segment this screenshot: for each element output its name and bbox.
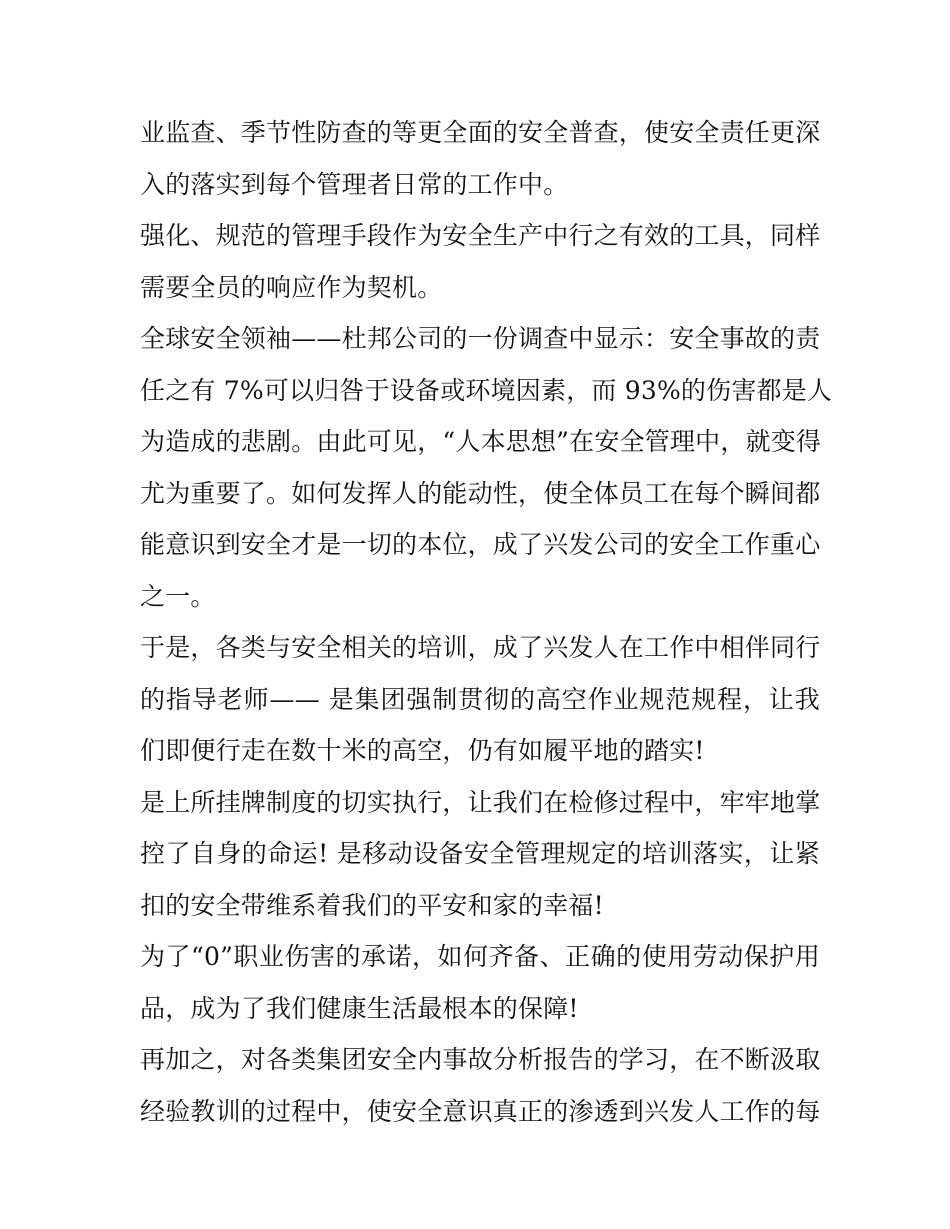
text-line: 为造成的悲剧。由此可见，“人本思想”在安全管理中，就变得 xyxy=(140,427,822,456)
text-line: 业监查、季节性防查的等更全面的安全普查，使安全责任更深 xyxy=(140,118,821,147)
text-line: 扣的安全带维系着我们的平安和家的幸福! xyxy=(140,890,604,920)
body-text xyxy=(140,107,833,1137)
text-line: 入的落实到每个管理者日常的工作中。 xyxy=(140,169,569,199)
text-line: 任之有 7%可以归咎于设备或环境因素，而 93%的伤害都是人 xyxy=(140,375,833,405)
text-line: 需要全员的响应作为契机。 xyxy=(140,272,443,302)
text-line: 能意识到安全才是一切的本位，成了兴发公司的安全工作重心 xyxy=(140,530,821,559)
text-line: 为了“0”职业伤害的承诺，如何齐备、正确的使用劳动保护用 xyxy=(140,942,820,971)
text-line: 经验教训的过程中，使安全意识真正的渗透到兴发人工作的每 xyxy=(140,1096,821,1126)
text-line: 于是，各类与安全相关的培训，成了兴发人在工作中相伴同行 xyxy=(140,633,821,662)
text-line: 是上所挂牌制度的切实执行，让我们在检修过程中，牢牢地掌 xyxy=(140,787,821,817)
text-line: 全球安全领袖——杜邦公司的一份调查中显示：安全事故的责 xyxy=(140,324,821,353)
text-line: 控了自身的命运! 是移动设备安全管理规定的培训落实，让紧 xyxy=(140,839,820,868)
text-line: 们即便行走在数十米的高空，仍有如履平地的踏实! xyxy=(140,736,705,765)
text-line: 强化、规范的管理手段作为安全生产中行之有效的工具，同样 xyxy=(140,221,821,250)
text-line: 再加之，对各类集团安全内事故分析报告的学习，在不断汲取 xyxy=(140,1045,821,1074)
text-line: 之一。 xyxy=(140,581,216,611)
text-line: 品，成为了我们健康生活最根本的保障! xyxy=(140,993,579,1023)
text-line: 的指导老师—— 是集团强制贯彻的高空作业规范规程，让我 xyxy=(140,684,820,714)
text-line: 尤为重要了。如何发挥人的能动性，使全体员工在每个瞬间都 xyxy=(140,478,821,508)
